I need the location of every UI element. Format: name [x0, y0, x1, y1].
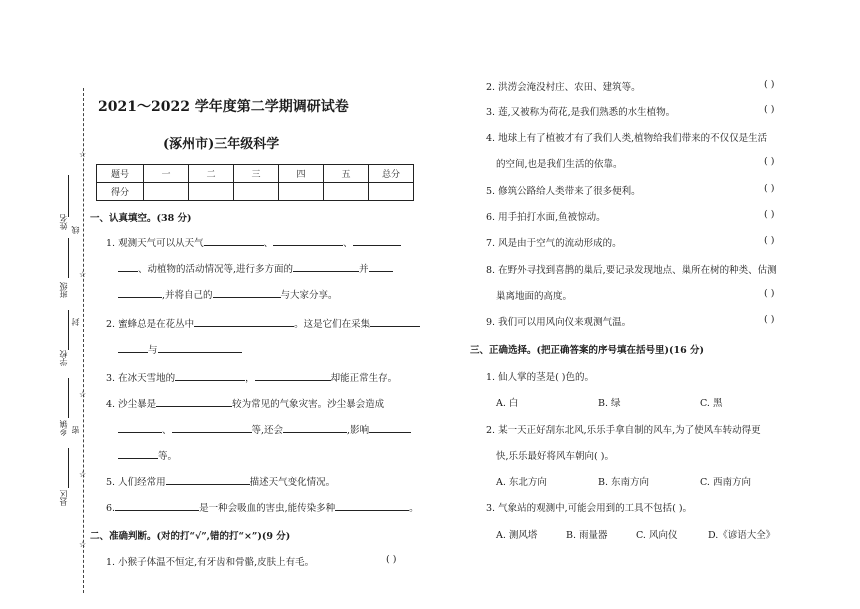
star-mark: ☆ — [79, 150, 87, 159]
score-cell[interactable] — [279, 183, 324, 201]
name-label: 姓名 — [59, 214, 68, 230]
score-cell[interactable] — [324, 183, 369, 201]
answer-blank[interactable] — [118, 261, 138, 272]
town-label: 乡镇 — [59, 420, 68, 436]
answer-blank[interactable] — [175, 370, 245, 381]
q6-text: 是一种会吸血的害虫,能传染多种 — [199, 503, 336, 514]
answer-blank[interactable] — [255, 370, 331, 381]
q1-line2: 、动植物的活动情况等,进行多方面的 并 — [118, 261, 393, 275]
answer-paren[interactable]: ( ) — [764, 104, 775, 115]
judge-item-8: 8. 在野外寻找到喜鹊的巢后,要记录发现地点、巢所在树的种类、估测 — [486, 265, 777, 276]
choice-option[interactable]: B. 雨量器 — [566, 530, 608, 541]
q1-text: ,并将自己的 — [162, 290, 213, 301]
score-table-header-row — [97, 165, 414, 183]
answer-blank[interactable] — [273, 235, 343, 246]
county-label: 县区 — [59, 490, 68, 506]
section1-title: 一、认真填空。(38 分) — [90, 213, 192, 224]
judge-item-7: 7. 风是由于空气的流动形成的。 — [486, 238, 622, 249]
exam-title: 2021～2022 学年度第二学期调研试卷 — [98, 99, 349, 115]
score-table-row — [97, 183, 414, 201]
q6-text: 6. — [106, 503, 116, 514]
q5-text: 5. 人们经常用 — [106, 477, 166, 488]
class-underline — [68, 238, 69, 278]
score-table — [96, 164, 414, 201]
choice-option[interactable]: C. 西南方向 — [700, 477, 751, 488]
judge-item-2: 2. 洪涝会淹没村庄、农田、建筑等。 — [486, 82, 641, 93]
answer-blank[interactable] — [293, 261, 359, 272]
section3-title: 三、正确选择。(把正确答案的序号填在括号里)(16 分) — [470, 345, 705, 356]
table-header-cell: 五 — [324, 165, 369, 183]
judge-item-4-cont: 的空间,也是我们生活的依靠。 — [496, 159, 623, 170]
choice-q2: 2. 某一天正好刮东北风,乐乐手拿自制的风车,为了使风车转动得更 — [486, 425, 761, 436]
seal-mark-seal: 封 — [71, 318, 80, 326]
answer-blank[interactable] — [158, 342, 242, 353]
exam-subtitle: (涿州市)三年级科学 — [163, 137, 280, 152]
choice-option[interactable]: B. 绿 — [598, 398, 621, 409]
section2-title: 二、准确判断。(对的打“√”,错的打“×”)(9 分) — [90, 531, 291, 542]
star-mark: ☆ — [79, 540, 87, 549]
q1-line3 — [118, 287, 338, 301]
answer-blank[interactable] — [115, 500, 199, 511]
table-header-cell: 一 — [144, 165, 189, 183]
answer-paren[interactable]: ( ) — [386, 554, 397, 565]
choice-option[interactable]: A. 东北方向 — [496, 477, 547, 488]
judge-item-1: 1. 小猴子体温不恒定,有牙齿和骨骼,皮肤上有毛。 — [106, 557, 315, 568]
q1-text: 与大家分享。 — [280, 290, 338, 301]
answer-blank[interactable] — [213, 287, 281, 298]
choice-option[interactable]: C. 风向仪 — [636, 530, 678, 541]
q6-text: 。 — [409, 503, 419, 514]
answer-blank[interactable] — [370, 316, 420, 327]
school-underline — [68, 310, 69, 350]
score-cell[interactable] — [189, 183, 234, 201]
choice-option[interactable]: A. 测风塔 — [496, 530, 538, 541]
class-label: 班级 — [59, 282, 68, 298]
seal-mark-line: 线 — [71, 226, 80, 234]
choice-q2-cont: 快,乐乐最好将风车朝向( )。 — [496, 451, 614, 462]
choice-option[interactable]: C. 黑 — [700, 398, 723, 409]
star-mark: ☆ — [79, 470, 87, 479]
q4-text: 4. 沙尘暴是 — [106, 399, 157, 410]
q1-line1: 1. 观测天气可以从天气 、 、 — [106, 235, 401, 249]
answer-blank[interactable] — [156, 396, 232, 407]
judge-item-5: 5. 修筑公路给人类带来了很多便利。 — [486, 186, 641, 197]
judge-item-6: 6. 用手拍打水面,鱼被惊动。 — [486, 212, 606, 223]
answer-blank[interactable] — [172, 422, 252, 433]
q2-text: 与 — [148, 345, 158, 356]
q1-text: 动植物的活动情况等,进行多方面的 — [147, 264, 294, 275]
q2-line2 — [118, 342, 242, 356]
answer-blank[interactable] — [166, 474, 250, 485]
choice-q3: 3. 气象站的观测中,可能会用到的工具不包括( )。 — [486, 503, 693, 514]
q2-text: 。这是它们在采集 — [294, 319, 371, 330]
q3-line: 3. 在冰天雪地的 ， 却能正常生存。 — [106, 370, 397, 384]
answer-blank[interactable] — [335, 500, 409, 511]
q4-line3 — [118, 448, 177, 462]
choice-option[interactable]: A. 白 — [496, 398, 519, 409]
answer-paren[interactable]: ( ) — [764, 235, 775, 246]
q5-line — [106, 474, 335, 488]
q4-text: 等。 — [158, 451, 178, 462]
town-underline — [68, 378, 69, 418]
q4-text: ,影响 — [347, 425, 370, 436]
q2-text: 2. 蜜蜂总是在花丛中 — [106, 319, 195, 330]
answer-blank[interactable] — [118, 287, 162, 298]
table-header-cell: 题号 — [97, 165, 144, 183]
name-underline — [68, 175, 69, 217]
answer-blank[interactable] — [204, 235, 264, 246]
answer-paren[interactable]: ( ) — [764, 209, 775, 220]
answer-blank[interactable] — [283, 422, 347, 433]
q4-line1 — [106, 396, 384, 410]
judge-item-8-cont: 巢离地面的高度。 — [496, 291, 573, 302]
answer-blank[interactable] — [353, 235, 401, 246]
q4-text: 等,还会 — [251, 425, 284, 436]
answer-blank[interactable] — [369, 261, 393, 272]
judge-item-3: 3. 莲,又被称为荷花,是我们熟悉的水生植物。 — [486, 107, 676, 118]
answer-blank[interactable] — [118, 422, 162, 433]
q4-text: 较为常见的气象灾害。沙尘暴会造成 — [232, 399, 385, 410]
q3-text: 却能正常生存。 — [330, 373, 398, 384]
answer-paren[interactable]: ( ) — [764, 288, 775, 299]
binding-line — [83, 88, 84, 593]
table-header-cell: 二 — [189, 165, 234, 183]
choice-option[interactable]: B. 东南方向 — [598, 477, 650, 488]
q4-line2: 、 等,还会 ,影响 — [118, 422, 411, 436]
answer-blank[interactable] — [194, 316, 294, 327]
q1-text: 并 — [359, 264, 369, 275]
q5-text: 描述天气变化情况。 — [249, 477, 336, 488]
score-row-label: 得分 — [97, 183, 144, 201]
star-mark: ☆ — [79, 390, 87, 399]
answer-blank[interactable] — [369, 422, 411, 433]
score-cell[interactable] — [144, 183, 189, 201]
answer-paren[interactable]: ( ) — [764, 183, 775, 194]
table-header-cell: 三 — [234, 165, 279, 183]
table-header-cell: 总分 — [369, 165, 414, 183]
answer-blank[interactable] — [118, 342, 148, 353]
q2-line1 — [106, 316, 420, 330]
answer-blank[interactable] — [118, 448, 158, 459]
choice-option[interactable]: D.《谚语大全》 — [708, 530, 776, 541]
table-header-cell: 四 — [279, 165, 324, 183]
answer-paren[interactable]: ( ) — [764, 79, 775, 90]
q3-text: 3. 在冰天雪地的 — [106, 373, 176, 384]
q6-line — [106, 500, 419, 514]
school-label: 学校 — [59, 350, 68, 366]
q1-text: 1. 观测天气可以从天气 — [106, 238, 204, 249]
judge-item-9: 9. 我们可以用风向仪来观测气温。 — [486, 317, 632, 328]
county-underline — [68, 448, 69, 488]
judge-item-4: 4. 地球上有了植被才有了我们人类,植物给我们带来的不仅仅是生活 — [486, 133, 768, 144]
answer-paren[interactable]: ( ) — [764, 314, 775, 325]
score-cell[interactable] — [234, 183, 279, 201]
answer-paren[interactable]: ( ) — [764, 156, 775, 167]
choice-q1: 1. 仙人掌的茎是( )色的。 — [486, 372, 595, 383]
score-cell[interactable] — [369, 183, 414, 201]
seal-mark-tight: 密 — [71, 426, 80, 434]
star-mark: ☆ — [79, 270, 87, 279]
